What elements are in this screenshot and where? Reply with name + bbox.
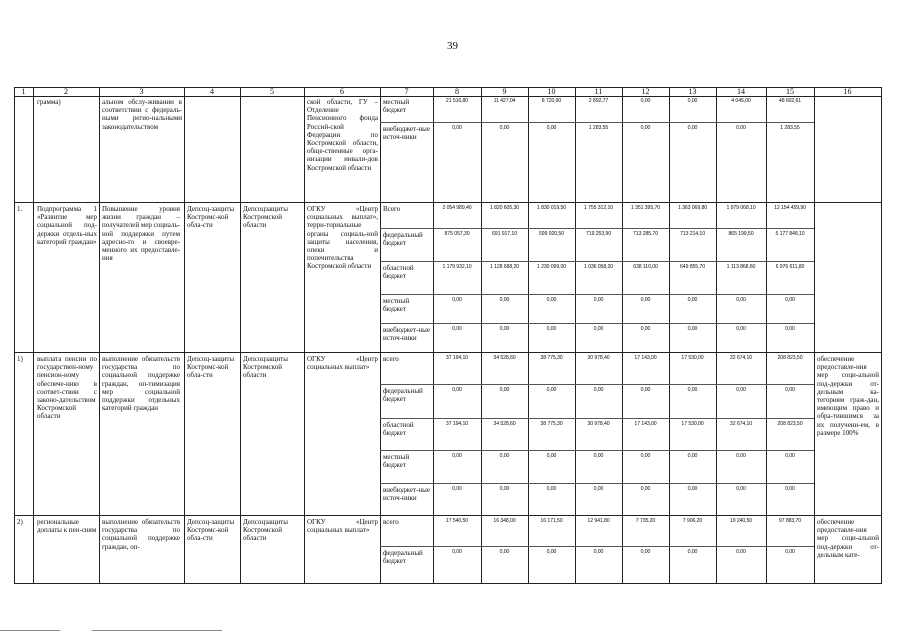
sub1-value: 1 351 395,70 xyxy=(630,205,661,211)
cont-value: 0,00 xyxy=(640,125,651,131)
cont-value: 0,00 xyxy=(640,98,651,104)
item1-value: 0,00 xyxy=(546,387,557,393)
sub1-value: 713 285,70 xyxy=(633,231,658,237)
item1-value: 0,00 xyxy=(736,453,746,459)
item1-value: 0,00 xyxy=(546,486,557,492)
sub1-value: 0,00 xyxy=(687,326,698,332)
subrow-divider xyxy=(380,294,814,295)
sub1-value: 0,00 xyxy=(736,326,746,332)
table-border-right xyxy=(881,87,882,584)
item2-value: 0,00 xyxy=(546,549,557,555)
cont-col2-text: грамма) xyxy=(37,98,61,106)
sub1-value: 0,00 xyxy=(593,326,604,332)
column-divider xyxy=(766,87,767,584)
item1-executors: ОГКУ «Центр социальных выплат» xyxy=(307,355,378,372)
sub1-value: 0,00 xyxy=(546,297,557,303)
item1-value: 0,00 xyxy=(593,453,604,459)
item2-value: 0,00 xyxy=(499,549,510,555)
cont-value: 0,00 xyxy=(687,125,698,131)
sub1-executors: ОГКУ «Центр социальных выплат», терри-ториальные органы социаль-ной защиты населения, опеки и попечительства Костромской области xyxy=(307,205,378,271)
column-divider xyxy=(184,87,185,584)
sub1-value: 1 979 068,10 xyxy=(726,205,756,211)
cont-source-1: внебюджет-ные источ-ники xyxy=(383,125,430,142)
item1-value: 0,00 xyxy=(640,387,651,393)
item1-value: 0,00 xyxy=(452,387,462,393)
sub1-value: 0,00 xyxy=(499,326,510,332)
item1-value: 0,00 xyxy=(593,486,604,492)
sub1-value: 6 976 611,80 xyxy=(775,264,805,270)
scan-edge-mark xyxy=(0,630,60,631)
sub1-value: 1 128 688,20 xyxy=(489,264,520,270)
column-header-8: 8 xyxy=(455,87,459,96)
item1-value: 0,00 xyxy=(785,387,795,393)
column-header-5: 5 xyxy=(270,87,274,96)
cont-value: 1 283,55 xyxy=(588,125,609,131)
item2-responsible: Депсоцзащиты Костромской области xyxy=(243,518,288,543)
item2-value: 0,00 xyxy=(593,549,604,555)
column-divider xyxy=(99,87,100,584)
sub1-value: 638 110,00 xyxy=(633,264,658,270)
item1-source-0: всего xyxy=(383,355,399,363)
column-divider xyxy=(380,87,381,584)
sub1-value: 12 154 459,90 xyxy=(774,205,806,211)
column-divider xyxy=(814,87,815,584)
item1-value: 0,00 xyxy=(499,486,510,492)
item1-value: 0,00 xyxy=(687,453,698,459)
subrow-divider xyxy=(380,384,814,385)
sub1-value: 0,00 xyxy=(499,297,510,303)
column-divider xyxy=(14,87,15,584)
item2-value: 0,00 xyxy=(687,549,698,555)
item1-source-1: федеральный бюджет xyxy=(383,387,423,404)
cont-value: 48 602,61 xyxy=(778,98,802,104)
item1-source-2: областной бюджет xyxy=(383,421,414,438)
subrow-divider xyxy=(380,418,814,419)
column-divider xyxy=(304,87,305,584)
subrow-divider xyxy=(380,228,814,229)
cont-value: 0,00 xyxy=(736,125,746,131)
item1-value: 0,00 xyxy=(499,387,510,393)
column-header-10: 10 xyxy=(547,87,556,96)
sub1-value: 0,00 xyxy=(640,297,651,303)
column-divider xyxy=(433,87,434,584)
cont-value: 0,00 xyxy=(687,98,698,104)
sub1-value: 1 820 605,30 xyxy=(489,205,520,211)
item1-value: 0,00 xyxy=(640,486,651,492)
subrow-divider xyxy=(380,122,814,123)
column-header-1: 1 xyxy=(21,87,26,96)
sub1-value: 0,00 xyxy=(785,326,795,332)
item1-responsible: Депсоцзащиты Костромской области xyxy=(243,355,288,380)
item1-value: 0,00 xyxy=(499,453,510,459)
sub1-value: 2 054 989,40 xyxy=(442,205,472,211)
item2-value: 0,00 xyxy=(736,549,746,555)
column-header-12: 12 xyxy=(641,87,650,96)
column-header-6: 6 xyxy=(340,87,344,96)
cont-value: 11 427,04 xyxy=(493,98,516,104)
sub1-goal: Повышение уровня жизни граждан – получателей мер социаль-ной поддержки путем адресно-го и своевре-менного их предоставле-ния xyxy=(102,205,180,263)
item2-value: 0,00 xyxy=(785,549,795,555)
column-divider xyxy=(240,87,241,584)
sub1-value: 719 253,90 xyxy=(586,231,611,237)
item2-value: 16 171,50 xyxy=(540,518,563,524)
sub1-value: 0,00 xyxy=(546,326,557,332)
item1-value: 17 530,00 xyxy=(681,355,704,361)
sub1-value: 1 113 868,60 xyxy=(726,264,756,270)
item1-source-4: внебюджет-ные источ-ники xyxy=(383,486,430,503)
subrow-divider xyxy=(380,261,814,262)
column-divider xyxy=(528,87,529,584)
cont-source-0: местный бюджет xyxy=(383,98,410,115)
sub1-value: 1 363 069,80 xyxy=(677,205,708,211)
item1-source-3: местный бюджет xyxy=(383,453,410,470)
sub1-source-1: федеральный бюджет xyxy=(383,231,423,248)
sub1-value: 599 920,50 xyxy=(539,231,564,237)
column-header-3: 3 xyxy=(139,87,144,96)
column-header-15: 15 xyxy=(786,87,794,96)
item1-value: 30 978,40 xyxy=(587,355,610,361)
item1-value: 38 775,30 xyxy=(540,355,563,361)
item2-value: 7 735,20 xyxy=(635,518,656,524)
item1-value: 0,00 xyxy=(687,486,698,492)
cont-value: 0,00 xyxy=(499,125,510,131)
item2-name: региональные доплаты к пен-сиям xyxy=(37,518,97,535)
item1-goal: выполнение обязательств государства по социальной поддержке граждан, оп-тимизация мер социальной поддержки отдельных категорий граждан xyxy=(102,355,180,413)
sub1-source-4: внебюджет-ные источ-ники xyxy=(383,326,430,343)
sub1-value: 713 214,10 xyxy=(680,231,705,237)
item1-value: 17 143,00 xyxy=(634,355,657,361)
item1-name: выплата пенсии по государствен-ному пенсион-ному обеспече-нию в соответ-ствии с законо-дательством Костромской области xyxy=(37,355,97,421)
sub1-value: 865 199,50 xyxy=(728,231,754,237)
cont-value: 8 720,90 xyxy=(541,98,562,104)
column-divider xyxy=(575,87,576,584)
subrow-divider xyxy=(380,546,814,547)
column-divider xyxy=(481,87,482,584)
column-divider xyxy=(622,87,623,584)
subrow-divider xyxy=(380,450,814,451)
item1-value: 208 823,50 xyxy=(777,421,803,427)
item1-value: 38 775,30 xyxy=(540,421,563,427)
subrow-divider xyxy=(380,323,814,324)
item2-value: 7 906,20 xyxy=(682,518,703,524)
cont-col6-text: ской области, ГУ – Отделение Пенсионного фонда Россий-ской Федерации по Костромской области, обще-ственные орга-низации инвали-дов Костромской области xyxy=(307,98,378,172)
item1-value: 0,00 xyxy=(593,387,604,393)
row-divider xyxy=(14,202,882,203)
column-header-13: 13 xyxy=(688,87,697,96)
sub1-responsible: Депсоцзащиты Костромской области xyxy=(243,205,288,230)
item1-value: 37 194,10 xyxy=(445,421,469,427)
item2-coordinator: Депсоц-защиты Костромс-кой обла-сти xyxy=(187,518,235,543)
item2-source-1: федеральный бюджет xyxy=(383,549,423,566)
cont-value: 0,00 xyxy=(452,125,462,131)
budget-table xyxy=(14,87,882,583)
item2-value: 97 883,70 xyxy=(778,518,802,524)
sub1-value: 0,00 xyxy=(452,326,462,332)
item1-value: 208 823,50 xyxy=(777,355,803,361)
item2-value: 0,00 xyxy=(640,549,651,555)
item1-number: 1) xyxy=(17,355,23,363)
item2-executors: ОГКУ «Центр социальных выплат» xyxy=(307,518,378,535)
column-divider xyxy=(716,87,717,584)
sub1-value: 0,00 xyxy=(687,297,698,303)
item2-source-0: всего xyxy=(383,518,399,526)
item2-value: 0,00 xyxy=(452,549,462,555)
item2-value: 16 348,00 xyxy=(493,518,516,524)
cont-value: 0,00 xyxy=(546,125,557,131)
sub1-value: 649 855,70 xyxy=(680,264,705,270)
item1-result: обеспечение предоставле-ния мер соци-альной под-держки от-дельным ка-тегориям граж-дан, имеющим право и обра-тившимся за их получени-ем, в размере 100% xyxy=(817,355,879,437)
item2-value: 17 540,50 xyxy=(445,518,469,524)
item2-value: 12 941,80 xyxy=(587,518,610,524)
sub1-source-2: областной бюджет xyxy=(383,264,414,281)
column-header-4: 4 xyxy=(210,87,214,96)
item1-value: 0,00 xyxy=(785,453,795,459)
sub1-value: 691 917,10 xyxy=(492,231,517,237)
sub1-source-0: Всего xyxy=(383,205,401,213)
sub1-coordinator: Депсоц-защиты Костромс-кой обла-сти xyxy=(187,205,235,230)
sub1-source-3: местный бюджет xyxy=(383,297,410,314)
item1-value: 34 528,60 xyxy=(493,355,516,361)
item1-value: 0,00 xyxy=(736,486,746,492)
sub1-value: 875 057,30 xyxy=(444,231,470,237)
page-number: 39 xyxy=(447,40,458,52)
sub1-value: 0,00 xyxy=(736,297,746,303)
item2-value: 19 240,50 xyxy=(729,518,753,524)
table-border-bottom xyxy=(14,583,882,584)
cont-col3-text: альном обслу-живании в соответствии с федераль-ными регио-нальными законодательством xyxy=(102,98,182,131)
cont-value: 21 516,80 xyxy=(445,98,469,104)
sub1-value: 0,00 xyxy=(640,326,651,332)
sub1-value: 1 179 932,10 xyxy=(442,264,472,270)
scan-edge-mark xyxy=(92,630,222,631)
column-header-9: 9 xyxy=(502,87,507,96)
row-divider xyxy=(14,352,882,353)
item1-value: 32 674,10 xyxy=(729,421,753,427)
item1-value: 17 143,00 xyxy=(634,421,657,427)
column-divider xyxy=(669,87,670,584)
sub1-value: 1 036 058,20 xyxy=(583,264,614,270)
column-header-2: 2 xyxy=(64,87,68,96)
column-header-11: 11 xyxy=(594,87,603,96)
item1-value: 0,00 xyxy=(640,453,651,459)
item1-value: 34 528,60 xyxy=(493,421,516,427)
header-row-divider xyxy=(14,96,882,97)
sub1-value: 1 230 099,00 xyxy=(536,264,567,270)
item1-value: 17 530,00 xyxy=(681,421,704,427)
sub1-name: Подпрограмма 1 «Развитие мер социальной под-держки отдель-ных категорий граждан» xyxy=(37,205,97,246)
item2-goal: выполнение обязательств государства по социальной поддержке граждан, оп- xyxy=(102,518,180,551)
item1-value: 0,00 xyxy=(452,486,462,492)
sub1-value: 5 177 848,10 xyxy=(775,231,805,237)
item1-value: 0,00 xyxy=(736,387,746,393)
sub1-value: 0,00 xyxy=(785,297,795,303)
cont-value: 4 045,00 xyxy=(731,98,751,104)
item2-number: 2) xyxy=(17,518,23,526)
sub1-value: 1 755 312,10 xyxy=(583,205,614,211)
column-header-14: 14 xyxy=(737,87,745,96)
column-divider xyxy=(33,87,34,584)
item1-value: 0,00 xyxy=(546,453,557,459)
cont-value: 1 283,55 xyxy=(780,125,800,131)
cont-value: 2 892,77 xyxy=(588,98,609,104)
item1-value: 32 674,10 xyxy=(729,355,753,361)
row-divider xyxy=(14,515,882,516)
sub1-value: 0,00 xyxy=(452,297,462,303)
item1-value: 0,00 xyxy=(785,486,795,492)
item2-result: обеспечение предоставле-ния мер соци-альной под-держки от-дельным кате- xyxy=(817,518,879,559)
sub1-number: 1. xyxy=(17,205,23,213)
sub1-value: 1 830 019,50 xyxy=(536,205,567,211)
column-header-7: 7 xyxy=(404,87,409,96)
item1-value: 30 978,40 xyxy=(587,421,610,427)
item1-value: 37 194,10 xyxy=(445,355,469,361)
item1-value: 0,00 xyxy=(687,387,698,393)
sub1-value: 0,00 xyxy=(593,297,604,303)
subrow-divider xyxy=(380,483,814,484)
column-header-16: 16 xyxy=(843,87,852,96)
item1-coordinator: Депсоц-защиты Костромс-кой обла-сти xyxy=(187,355,235,380)
item1-value: 0,00 xyxy=(452,453,462,459)
